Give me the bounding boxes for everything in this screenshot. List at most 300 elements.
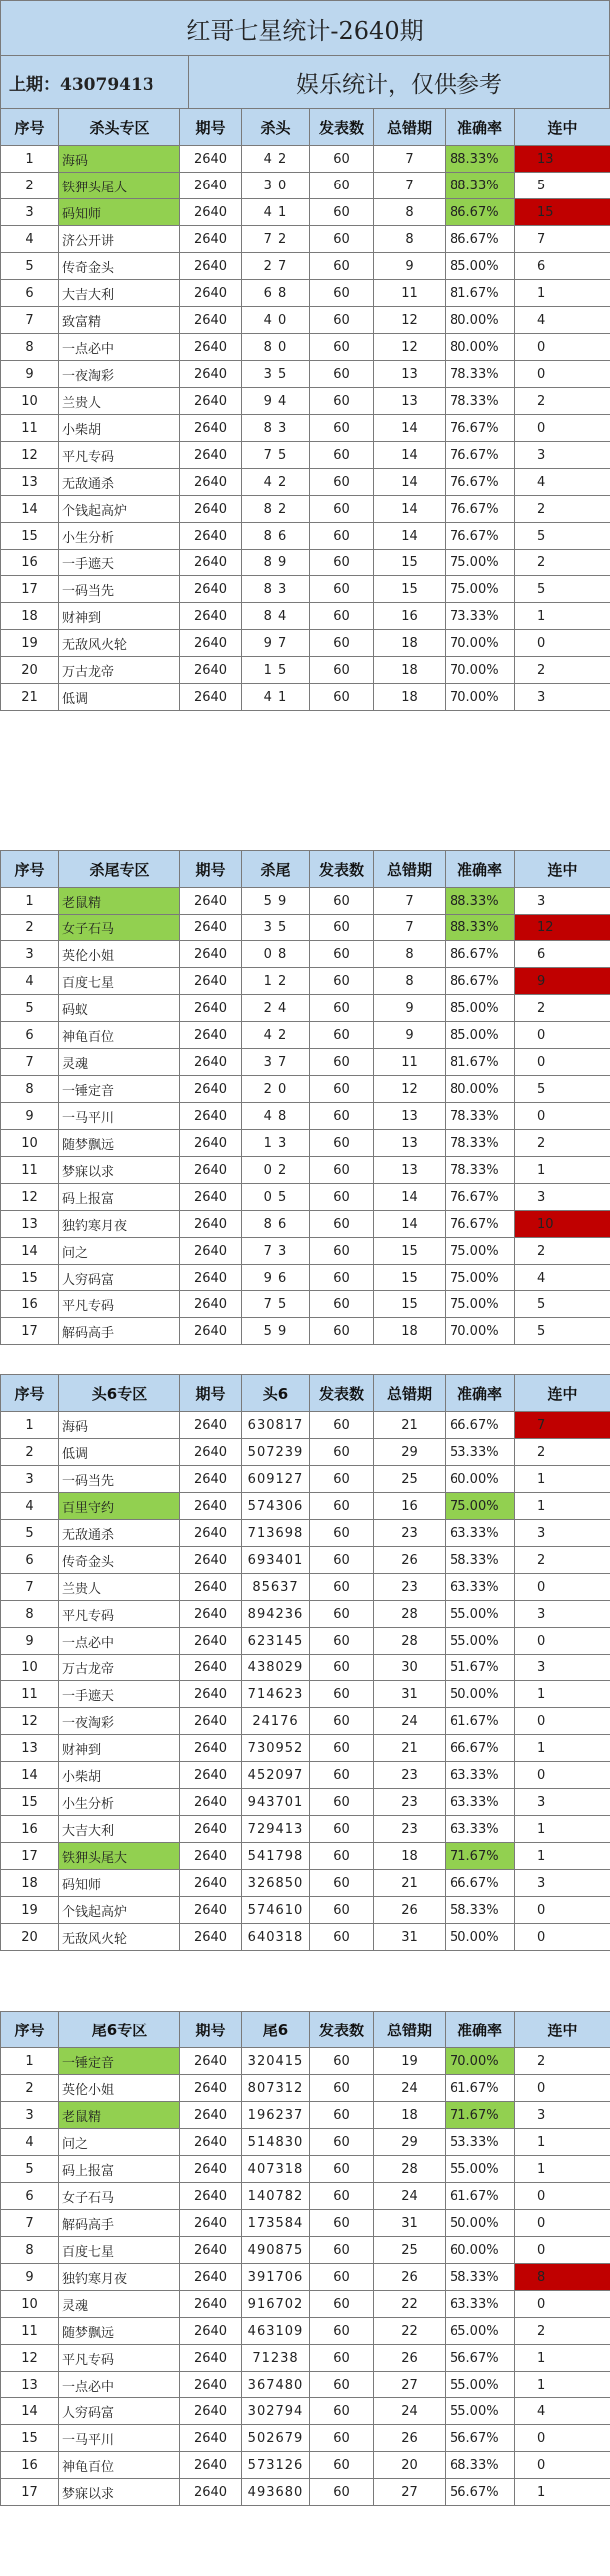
row-rate: 81.67% [446,1049,515,1076]
row-value: 3 5 [242,915,310,941]
row-posts: 60 [310,1103,374,1130]
row-rate: 50.00% [446,1681,515,1708]
row-index: 17 [1,1843,59,1870]
row-rate: 78.33% [446,361,515,388]
table-row [1,496,610,523]
table-row [1,915,610,941]
row-streak: 0 [515,2425,610,2452]
row-period: 2640 [180,2237,242,2264]
row-streak: 7 [515,1412,610,1439]
row-posts: 60 [310,2398,374,2425]
row-streak: 1 [515,2129,610,2156]
row-value: 4 8 [242,1103,310,1130]
row-errors: 13 [374,1103,446,1130]
table-row [1,523,610,550]
row-streak: 0 [515,1574,610,1601]
row-rate: 61.67% [446,2183,515,2210]
row-name: 独钓寒月夜 [59,2264,180,2291]
row-posts: 60 [310,2345,374,2372]
row-errors: 18 [374,630,446,657]
row-period: 2640 [180,1870,242,1897]
row-posts: 60 [310,2183,374,2210]
row-rate: 85.00% [446,1022,515,1049]
row-value: 807312 [242,2075,310,2102]
row-rate: 65.00% [446,2318,515,2345]
row-streak: 8 [515,2264,610,2291]
row-index: 13 [1,1735,59,1762]
row-streak: 2 [515,550,610,576]
row-value: 9 6 [242,1265,310,1291]
row-period: 2640 [180,1211,242,1238]
row-period: 2640 [180,496,242,523]
row-name: 海码 [59,146,180,173]
row-value: 7 2 [242,226,310,253]
row-index: 2 [1,1439,59,1466]
row-streak: 2 [515,1547,610,1574]
row-index: 4 [1,2129,59,2156]
row-index: 8 [1,2237,59,2264]
row-period: 2640 [180,1318,242,1345]
row-streak: 2 [515,1439,610,1466]
row-errors: 9 [374,1022,446,1049]
table-header-row [1,2012,610,2048]
header-posts: 发表数 [310,109,374,146]
row-name: 一锤定音 [59,2048,180,2075]
header-streak: 连中 [515,2012,610,2048]
row-posts: 60 [310,2075,374,2102]
table-row [1,1076,610,1103]
row-index: 10 [1,1130,59,1157]
row-index: 6 [1,1547,59,1574]
row-period: 2640 [180,361,242,388]
row-value: 5 9 [242,1318,310,1345]
row-posts: 60 [310,2372,374,2398]
row-streak: 3 [515,2102,610,2129]
row-value: 452097 [242,1762,310,1789]
row-index: 11 [1,1157,59,1184]
row-period: 2640 [180,1238,242,1265]
row-name: 一锤定音 [59,1076,180,1103]
header-rate: 准确率 [446,109,515,146]
row-value: 8 0 [242,334,310,361]
row-streak: 0 [515,1708,610,1735]
row-rate: 75.00% [446,1265,515,1291]
row-period: 2640 [180,550,242,576]
row-name: 英伦小姐 [59,941,180,968]
row-index: 10 [1,2291,59,2318]
row-errors: 18 [374,1318,446,1345]
row-period: 2640 [180,1265,242,1291]
row-index: 19 [1,630,59,657]
table-row [1,1520,610,1547]
row-value: 514830 [242,2129,310,2156]
row-name: 万古龙帝 [59,1655,180,1681]
row-period: 2640 [180,226,242,253]
row-period: 2640 [180,1628,242,1655]
table-row [1,442,610,469]
row-name: 一手遮天 [59,1681,180,1708]
row-value: 8 6 [242,523,310,550]
row-name: 致富精 [59,307,180,334]
row-period: 2640 [180,1493,242,1520]
row-name: 灵魂 [59,2291,180,2318]
table-row [1,361,610,388]
table-row [1,2183,610,2210]
row-name: 无敌通杀 [59,469,180,496]
row-posts: 60 [310,603,374,630]
row-value: 4 0 [242,307,310,334]
row-rate: 70.00% [446,1318,515,1345]
row-index: 13 [1,2372,59,2398]
row-period: 2640 [180,1412,242,1439]
row-errors: 13 [374,388,446,415]
table-row [1,2425,610,2452]
row-value: 640318 [242,1924,310,1951]
row-errors: 31 [374,1924,446,1951]
row-rate: 63.33% [446,1762,515,1789]
row-value: 943701 [242,1789,310,1816]
row-value: 4 2 [242,469,310,496]
table-header-row [1,109,610,146]
row-rate: 88.33% [446,915,515,941]
row-posts: 60 [310,307,374,334]
row-period: 2640 [180,2398,242,2425]
row-period: 2640 [180,1708,242,1735]
row-rate: 66.67% [446,1412,515,1439]
row-posts: 60 [310,1843,374,1870]
row-posts: 60 [310,941,374,968]
row-errors: 21 [374,1735,446,1762]
row-streak: 1 [515,2372,610,2398]
table-row [1,2048,610,2075]
header-period: 期号 [180,109,242,146]
row-value: 730952 [242,1735,310,1762]
table-row [1,1843,610,1870]
row-streak: 1 [515,603,610,630]
row-index: 13 [1,469,59,496]
row-posts: 60 [310,1681,374,1708]
row-index: 14 [1,2398,59,2425]
table-row [1,2156,610,2183]
row-errors: 14 [374,523,446,550]
row-rate: 66.67% [446,1870,515,1897]
row-index: 6 [1,1022,59,1049]
header-rate: 准确率 [446,1375,515,1412]
row-name: 财神到 [59,1735,180,1762]
row-posts: 60 [310,1520,374,1547]
row-rate: 55.00% [446,2398,515,2425]
row-value: 8 4 [242,603,310,630]
row-name: 一点必中 [59,334,180,361]
row-name: 神龟百位 [59,2452,180,2479]
table-row [1,603,610,630]
row-posts: 60 [310,1211,374,1238]
table-row [1,1130,610,1157]
row-streak: 3 [515,684,610,711]
row-streak: 2 [515,496,610,523]
header-errors: 总错期 [374,851,446,888]
table-row [1,1022,610,1049]
row-index: 20 [1,1924,59,1951]
row-streak: 0 [515,2210,610,2237]
row-streak: 0 [515,1924,610,1951]
row-name: 财神到 [59,603,180,630]
row-name: 神龟百位 [59,1022,180,1049]
row-rate: 55.00% [446,2372,515,2398]
header-zone: 杀头专区 [59,109,180,146]
row-name: 解码高手 [59,2210,180,2237]
row-value: 4 2 [242,146,310,173]
row-name: 低调 [59,1439,180,1466]
row-posts: 60 [310,1547,374,1574]
row-posts: 60 [310,657,374,684]
row-index: 18 [1,603,59,630]
row-name: 平凡专码 [59,1291,180,1318]
row-name: 人穷码富 [59,1265,180,1291]
table-row [1,1735,610,1762]
row-name: 小生分析 [59,523,180,550]
row-streak: 1 [515,1735,610,1762]
row-errors: 7 [374,915,446,941]
row-name: 女子石马 [59,2183,180,2210]
header-posts: 发表数 [310,1375,374,1412]
row-name: 大吉大利 [59,1816,180,1843]
row-streak: 2 [515,657,610,684]
row-errors: 28 [374,1628,446,1655]
row-name: 百里守约 [59,1493,180,1520]
row-errors: 28 [374,2156,446,2183]
row-name: 兰贵人 [59,1574,180,1601]
row-index: 7 [1,1574,59,1601]
row-name: 个钱起高炉 [59,496,180,523]
row-posts: 60 [310,2129,374,2156]
row-value: 507239 [242,1439,310,1466]
row-streak: 2 [515,1238,610,1265]
row-posts: 60 [310,1762,374,1789]
row-name: 个钱起高炉 [59,1897,180,1924]
row-index: 2 [1,915,59,941]
header-value: 尾6 [242,2012,310,2048]
row-errors: 8 [374,968,446,995]
row-name: 海码 [59,1412,180,1439]
row-value: 367480 [242,2372,310,2398]
row-period: 2640 [180,1076,242,1103]
row-rate: 66.67% [446,1735,515,1762]
row-period: 2640 [180,442,242,469]
row-rate: 76.67% [446,1184,515,1211]
row-rate: 53.33% [446,1439,515,1466]
row-errors: 26 [374,2425,446,2452]
row-name: 无敌通杀 [59,1520,180,1547]
row-index: 5 [1,1520,59,1547]
row-rate: 75.00% [446,1291,515,1318]
row-errors: 23 [374,1520,446,1547]
row-rate: 70.00% [446,630,515,657]
row-streak: 6 [515,253,610,280]
row-name: 一马平川 [59,2425,180,2452]
row-posts: 60 [310,1049,374,1076]
row-rate: 76.67% [446,496,515,523]
row-period: 2640 [180,173,242,199]
row-posts: 60 [310,2425,374,2452]
row-rate: 75.00% [446,1493,515,1520]
row-index: 3 [1,2102,59,2129]
row-value: 407318 [242,2156,310,2183]
table-row [1,1870,610,1897]
row-streak: 5 [515,1076,610,1103]
row-value: 71238 [242,2345,310,2372]
row-period: 2640 [180,415,242,442]
row-posts: 60 [310,2237,374,2264]
table-row [1,253,610,280]
row-errors: 26 [374,1897,446,1924]
row-posts: 60 [310,523,374,550]
row-name: 大吉大利 [59,280,180,307]
row-posts: 60 [310,1157,374,1184]
row-streak: 4 [515,469,610,496]
header-index: 序号 [1,2012,59,2048]
row-errors: 24 [374,2075,446,2102]
row-value: 0 5 [242,1184,310,1211]
row-value: 894236 [242,1601,310,1628]
row-name: 济公开讲 [59,226,180,253]
row-index: 8 [1,334,59,361]
row-streak: 2 [515,1130,610,1157]
row-rate: 63.33% [446,1789,515,1816]
row-value: 4 1 [242,199,310,226]
row-streak: 5 [515,523,610,550]
row-index: 2 [1,2075,59,2102]
table-row [1,550,610,576]
table-row [1,1157,610,1184]
row-streak: 1 [515,1466,610,1493]
row-index: 16 [1,1291,59,1318]
row-streak: 0 [515,1762,610,1789]
row-streak: 5 [515,576,610,603]
row-value: 2 4 [242,995,310,1022]
row-errors: 9 [374,995,446,1022]
row-rate: 76.67% [446,523,515,550]
row-index: 12 [1,2345,59,2372]
row-errors: 23 [374,1789,446,1816]
row-posts: 60 [310,1655,374,1681]
table-row [1,2102,610,2129]
table-row [1,888,610,915]
row-name: 解码高手 [59,1318,180,1345]
header-errors: 总错期 [374,2012,446,2048]
row-name: 一马平川 [59,1103,180,1130]
row-value: 0 2 [242,1157,310,1184]
row-streak: 0 [515,2452,610,2479]
table-row [1,173,610,199]
row-streak: 1 [515,2156,610,2183]
row-name: 梦寐以求 [59,2479,180,2506]
row-errors: 15 [374,1238,446,1265]
table-row [1,1789,610,1816]
row-period: 2640 [180,2183,242,2210]
table-row [1,1924,610,1951]
row-value: 916702 [242,2291,310,2318]
row-period: 2640 [180,1924,242,1951]
row-period: 2640 [180,1466,242,1493]
row-streak: 3 [515,1184,610,1211]
row-rate: 63.33% [446,2291,515,2318]
row-index: 19 [1,1897,59,1924]
kill-tail-table [0,850,610,1345]
row-index: 4 [1,226,59,253]
table-row [1,226,610,253]
page-title: 红哥七星统计-2640期 [0,0,610,56]
row-posts: 60 [310,1870,374,1897]
row-streak: 3 [515,1601,610,1628]
row-errors: 12 [374,334,446,361]
row-name: 一点必中 [59,1628,180,1655]
row-index: 9 [1,1103,59,1130]
header-index: 序号 [1,1375,59,1412]
tail6-table [0,2011,610,2506]
row-value: 623145 [242,1628,310,1655]
row-streak: 0 [515,1628,610,1655]
table-row [1,1211,610,1238]
table-row [1,1574,610,1601]
row-errors: 21 [374,1870,446,1897]
row-posts: 60 [310,550,374,576]
row-errors: 25 [374,2237,446,2264]
row-errors: 13 [374,1130,446,1157]
table-row [1,388,610,415]
row-errors: 16 [374,1493,446,1520]
row-posts: 60 [310,199,374,226]
row-period: 2640 [180,146,242,173]
row-index: 14 [1,1762,59,1789]
row-errors: 20 [374,2452,446,2479]
row-streak: 0 [515,630,610,657]
row-value: 7 3 [242,1238,310,1265]
table-row [1,630,610,657]
kill-head-table [0,108,610,711]
row-posts: 60 [310,1466,374,1493]
row-errors: 22 [374,2291,446,2318]
row-errors: 28 [374,1601,446,1628]
table-row [1,1184,610,1211]
row-posts: 60 [310,2291,374,2318]
row-streak: 1 [515,1681,610,1708]
row-rate: 88.33% [446,888,515,915]
row-streak: 1 [515,2479,610,2506]
row-errors: 9 [374,253,446,280]
row-index: 3 [1,1466,59,1493]
row-index: 15 [1,1789,59,1816]
row-index: 1 [1,888,59,915]
table-row [1,995,610,1022]
row-errors: 26 [374,1547,446,1574]
row-period: 2640 [180,334,242,361]
row-index: 10 [1,388,59,415]
row-value: 502679 [242,2425,310,2452]
header-value: 头6 [242,1375,310,1412]
table-row [1,2291,610,2318]
table-row [1,1238,610,1265]
row-errors: 12 [374,1076,446,1103]
row-streak: 1 [515,1816,610,1843]
row-rate: 80.00% [446,334,515,361]
row-streak: 13 [515,146,610,173]
row-name: 问之 [59,1238,180,1265]
row-index: 1 [1,1412,59,1439]
row-posts: 60 [310,1816,374,1843]
row-posts: 60 [310,1628,374,1655]
row-errors: 11 [374,1049,446,1076]
